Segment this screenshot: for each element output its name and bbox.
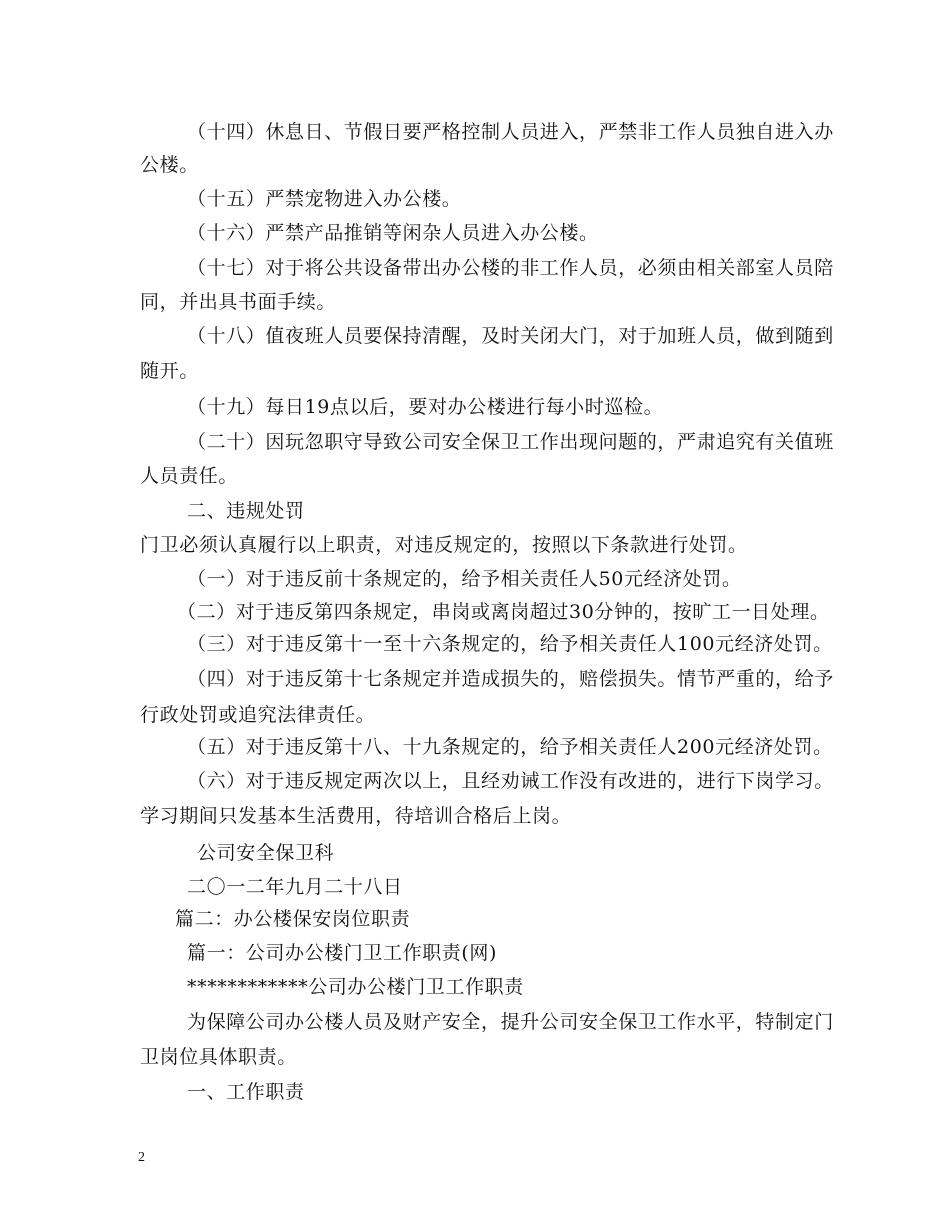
paragraph-line: （十四）休息日、节假日要严格控制人员进入，严禁非工作人员独自进入办 xyxy=(187,121,834,143)
section-heading: 篇二：办公楼保安岗位职责 xyxy=(175,908,411,930)
page-number: 2 xyxy=(138,1150,145,1165)
paragraph-line: （六）对于违反规定两次以上，且经劝诫工作没有改进的，进行下岗学习。 xyxy=(187,770,834,792)
paragraph-line: 人员责任。 xyxy=(140,465,239,487)
paragraph-line: 卫岗位具体职责。 xyxy=(140,1046,297,1068)
paragraph-line: （五）对于违反第十八、十九条规定的，给予相关责任人200元经济处罚。 xyxy=(187,736,833,758)
paragraph-line: （十九）每日19点以后，要对办公楼进行每小时巡检。 xyxy=(187,396,664,418)
section-heading: 二、违规处罚 xyxy=(187,500,305,522)
paragraph-line: （二）对于违反第四条规定，串岗或离岗超过30分钟的，按旷工一日处理。 xyxy=(177,601,830,623)
paragraph-line: （一）对于违反前十条规定的，给予相关责任人50元经济处罚。 xyxy=(187,568,742,590)
paragraph-line: （十五）严禁宠物进入办公楼。 xyxy=(187,188,462,210)
paragraph-line: 公楼。 xyxy=(140,154,199,176)
paragraph-line: 同，并出具书面手续。 xyxy=(140,291,337,313)
signature-date: 二〇一二年九月二十八日 xyxy=(187,876,403,898)
document-title: ************公司办公楼门卫工作职责 xyxy=(187,976,524,998)
signature-org: 公司安全保卫科 xyxy=(197,842,335,864)
paragraph-line: （三）对于违反第十一至十六条规定的，给予相关责任人100元经济处罚。 xyxy=(187,633,833,655)
paragraph-line: 学习期间只发基本生活费用，待培训合格后上岗。 xyxy=(140,805,572,827)
paragraph-line: 为保障公司办公楼人员及财产安全，提升公司安全保卫工作水平，特制定门 xyxy=(187,1011,834,1033)
paragraph-line: 行政处罚或追究法律责任。 xyxy=(140,704,376,726)
paragraph-line: （二十）因玩忽职守导致公司安全保卫工作出现问题的，严肃追究有关值班 xyxy=(187,431,834,453)
section-heading: 篇一：公司办公楼门卫工作职责(网) xyxy=(187,942,498,964)
paragraph-line: 随开。 xyxy=(140,360,199,382)
paragraph-line: （四）对于违反第十七条规定并造成损失的，赔偿损失。情节严重的，给予 xyxy=(187,668,834,690)
paragraph-line: 门卫必须认真履行以上职责，对违反规定的，按照以下条款进行处罚。 xyxy=(140,534,748,556)
section-heading: 一、工作职责 xyxy=(187,1081,305,1103)
paragraph-line: （十八）值夜班人员要保持清醒，及时关闭大门，对于加班人员，做到随到 xyxy=(187,325,834,347)
paragraph-line: （十七）对于将公共设备带出办公楼的非工作人员，必须由相关部室人员陪 xyxy=(187,257,834,279)
paragraph-line: （十六）严禁产品推销等闲杂人员进入办公楼。 xyxy=(187,222,599,244)
